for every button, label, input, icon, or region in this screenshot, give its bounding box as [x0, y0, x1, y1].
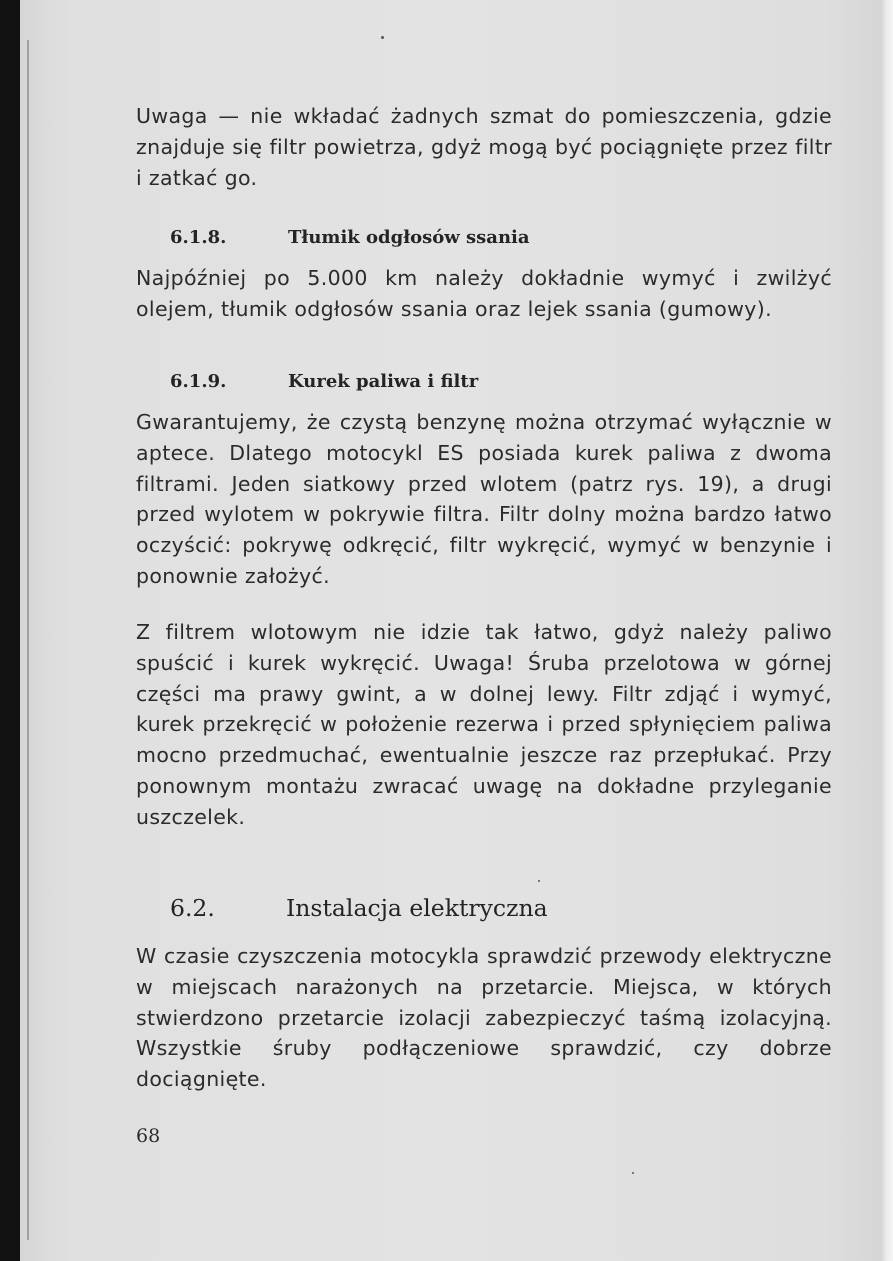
paragraph-warning: Uwaga — nie wkładać żadnych szmat do pomieszczenia, gdzie znajduje się filtr powietrza, gdyż mogą być pociągnięte przez filtr i zatkać go.	[136, 104, 832, 190]
page-right-edge	[882, 0, 893, 1261]
page-number: 68	[136, 1125, 161, 1147]
paragraph-fuel-tap: Gwarantujemy, że czystą benzynę można otrzymać wyłącznie w aptece. Dlatego motocykl ES posiada kurek paliwa z dwoma filtrami. Jeden siatkowy przed wlotem (patrz rys. 19), a drugi przed wylotem w pokrywie filtra. Filtr dolny można bardzo łatwo oczyścić: pokrywę odkręcić, filtr wykręcić, wymyć w benzynie i ponownie założyć.	[136, 410, 832, 588]
scan-left-shadow	[0, 0, 20, 1261]
paragraph-intake-silencer: Najpóźniej po 5.000 km należy dokładnie wymyć i zwilżyć olejem, tłumik odgłosów ssania oraz lejek ssania (gumowy).	[136, 266, 832, 321]
dust-speck	[381, 36, 384, 39]
paragraph-electrical: W czasie czyszczenia motocykla sprawdzić przewody elektryczne w miejscach narażonych na przetarcie. Miejsca, w których stwierdzono przetarcie izolacji zabezpieczyć taśmą izolacyjną. Wszystkie śruby podłączeniowe sprawdzić, czy dobrze dociągnięte.	[136, 944, 832, 1092]
section-number: 6.1.8.	[170, 227, 227, 248]
section-heading-6-1-8	[170, 226, 530, 250]
paragraph-inlet-filter: Z filtrem wlotowym nie idzie tak łatwo, gdyż należy paliwo spuścić i kurek wykręcić. Uwaga! Śruba przelotowa w górnej części ma prawy gwint, a w dolnej lewy. Filtr zdjąć i wymyć, kurek przekręcić w położenie rezerwa i przed spłynięciem paliwa mocno przedmuchać, ewentualnie jeszcze raz przepłukać. Przy ponownym montażu zwracać uwagę na dokładne przyleganie uszczelek.	[136, 620, 832, 829]
section-heading-6-1-9	[170, 370, 478, 394]
section-title: Kurek paliwa i filtr	[288, 371, 479, 392]
dust-speck	[632, 1172, 634, 1174]
section-heading-6-2	[170, 893, 548, 923]
binding-crease	[27, 40, 29, 1240]
section-title: Tłumik odgłosów ssania	[288, 227, 530, 248]
section-number: 6.1.9.	[170, 371, 227, 392]
section-title: Instalacja elektryczna	[286, 894, 548, 922]
section-number: 6.2.	[170, 894, 215, 922]
dust-speck	[538, 880, 540, 882]
